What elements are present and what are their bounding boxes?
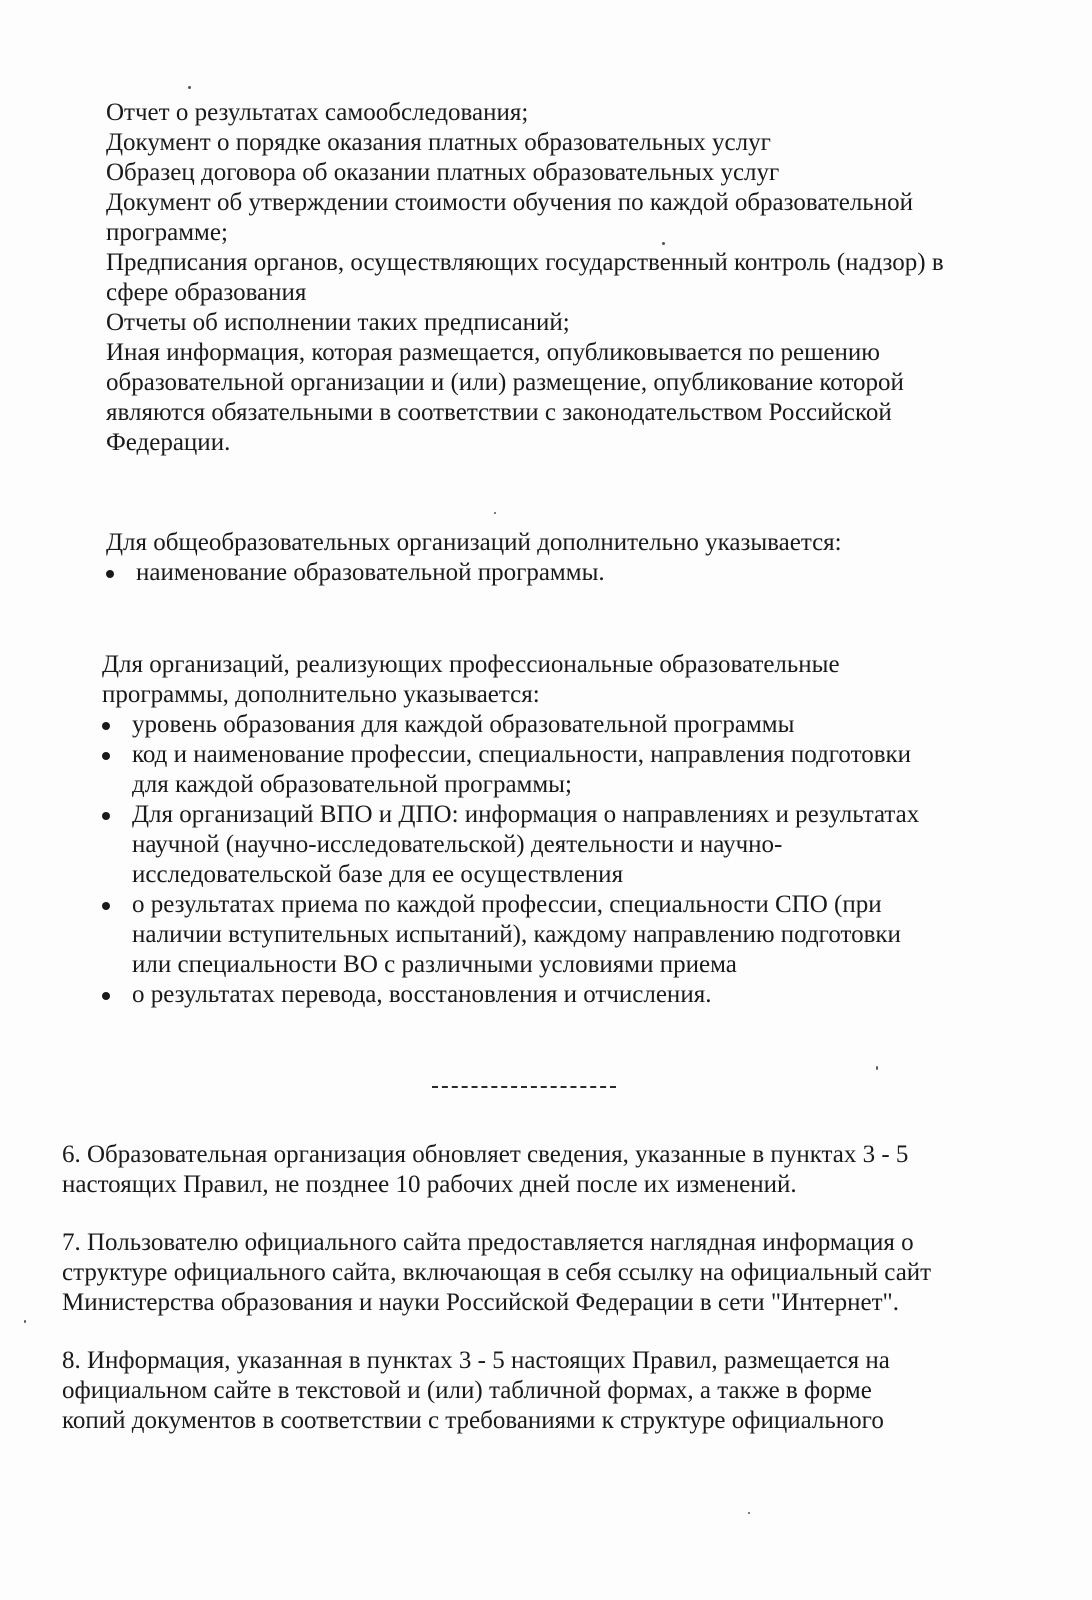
bullet-text: Для организаций ВПО и ДПО: информация о направлениях и результатах <box>132 801 920 828</box>
document-list-line: Документ о порядке оказания платных образовательных услуг <box>106 129 771 156</box>
paragraph-line: 7. Пользователю официального сайта предоставляется наглядная информация о <box>62 1229 914 1256</box>
paragraph-line: копий документов в соответствии с требованиями к структуре официального <box>62 1407 884 1434</box>
paragraph-line: 8. Информация, указанная в пунктах 3 - 5 настоящих Правил, размещается на <box>62 1347 890 1374</box>
paragraph-line: официальном сайте в текстовой и (или) табличной формах, а также в форме <box>62 1377 872 1404</box>
bullet-dot-icon <box>106 570 114 578</box>
bullet-list <box>102 710 1042 1010</box>
bullet-dot-icon <box>102 812 110 820</box>
paragraph-8 <box>62 1346 1022 1436</box>
section-heading: Для общеобразовательных организаций дополнительно указывается: <box>106 529 842 556</box>
bullet-item <box>102 740 1042 800</box>
bullet-item <box>106 558 1046 588</box>
bullet-list <box>106 558 1046 588</box>
bullet-text: о результатах приема по каждой профессии, специальности СПО (при <box>132 891 882 918</box>
paragraph-6 <box>62 1140 1022 1200</box>
document-list-line: сфере образования <box>106 279 307 306</box>
section-heading: Для организаций, реализующих профессиональные образовательные <box>102 651 840 678</box>
document-list-line: Документ об утверждении стоимости обучения по каждой образовательной <box>106 189 913 216</box>
paragraph-7 <box>62 1228 1022 1318</box>
dashed-separator <box>432 1086 616 1088</box>
document-list-line: Отчет о результатах самообследования; <box>106 99 529 126</box>
bullet-dot-icon <box>102 752 110 760</box>
bullet-dot-icon <box>102 992 110 1000</box>
scan-speck <box>494 512 496 514</box>
paragraph-line: структуре официального сайта, включающая в себя ссылку на официальный сайт <box>62 1259 932 1286</box>
paragraph-line: 6. Образовательная организация обновляет сведения, указанные в пунктах 3 - 5 <box>62 1141 909 1168</box>
scan-speck <box>876 1066 878 1070</box>
paragraph-line: Министерства образования и науки Российской Федерации в сети "Интернет". <box>62 1289 899 1316</box>
bullet-item <box>102 710 1042 740</box>
bullet-text: код и наименование профессии, специальности, направления подготовки <box>132 741 912 768</box>
scan-speck <box>24 1320 26 1323</box>
general-education-section <box>106 528 1046 588</box>
bullet-text: наличии вступительных испытаний), каждому направлению подготовки <box>132 921 901 948</box>
professional-education-section <box>102 650 1042 1010</box>
bullet-text: исследовательской базе для ее осуществления <box>132 861 624 888</box>
document-list-line: являются обязательными в соответствии с законодательством Российской <box>106 399 892 426</box>
bullet-text: наименование образовательной программы. <box>136 559 605 586</box>
bullet-dot-icon <box>102 722 110 730</box>
document-list-line: Предписания органов, осуществляющих государственный контроль (надзор) в <box>106 249 944 276</box>
document-list-line: Отчеты об исполнении таких предписаний; <box>106 309 570 336</box>
scan-speck <box>748 1512 750 1514</box>
scan-speck <box>188 86 191 89</box>
bullet-item <box>102 890 1042 980</box>
document-list <box>106 98 1046 458</box>
document-list-line: Образец договора об оказании платных образовательных услуг <box>106 159 780 186</box>
bullet-item <box>102 980 1042 1010</box>
document-list-line: Иная информация, которая размещается, опубликовывается по решению <box>106 339 880 366</box>
document-list-line: Федерации. <box>106 429 231 456</box>
bullet-text: научной (научно-исследовательской) деятельности и научно- <box>132 831 783 858</box>
section-heading: программы, дополнительно указывается: <box>102 681 540 708</box>
paragraph-line: настоящих Правил, не позднее 10 рабочих дней после их изменений. <box>62 1171 797 1198</box>
bullet-dot-icon <box>102 902 110 910</box>
bullet-text: о результатах перевода, восстановления и отчисления. <box>132 981 712 1008</box>
bullet-text: для каждой образовательной программы; <box>132 771 572 798</box>
bullet-text: или специальности ВО с различными условиями приема <box>132 951 737 978</box>
bullet-text: уровень образования для каждой образовательной программы <box>132 711 795 738</box>
document-list-line: образовательной организации и (или) размещение, опубликование которой <box>106 369 904 396</box>
scan-speck <box>662 242 665 245</box>
document-list-line: программе; <box>106 219 228 246</box>
bullet-item <box>102 800 1042 890</box>
